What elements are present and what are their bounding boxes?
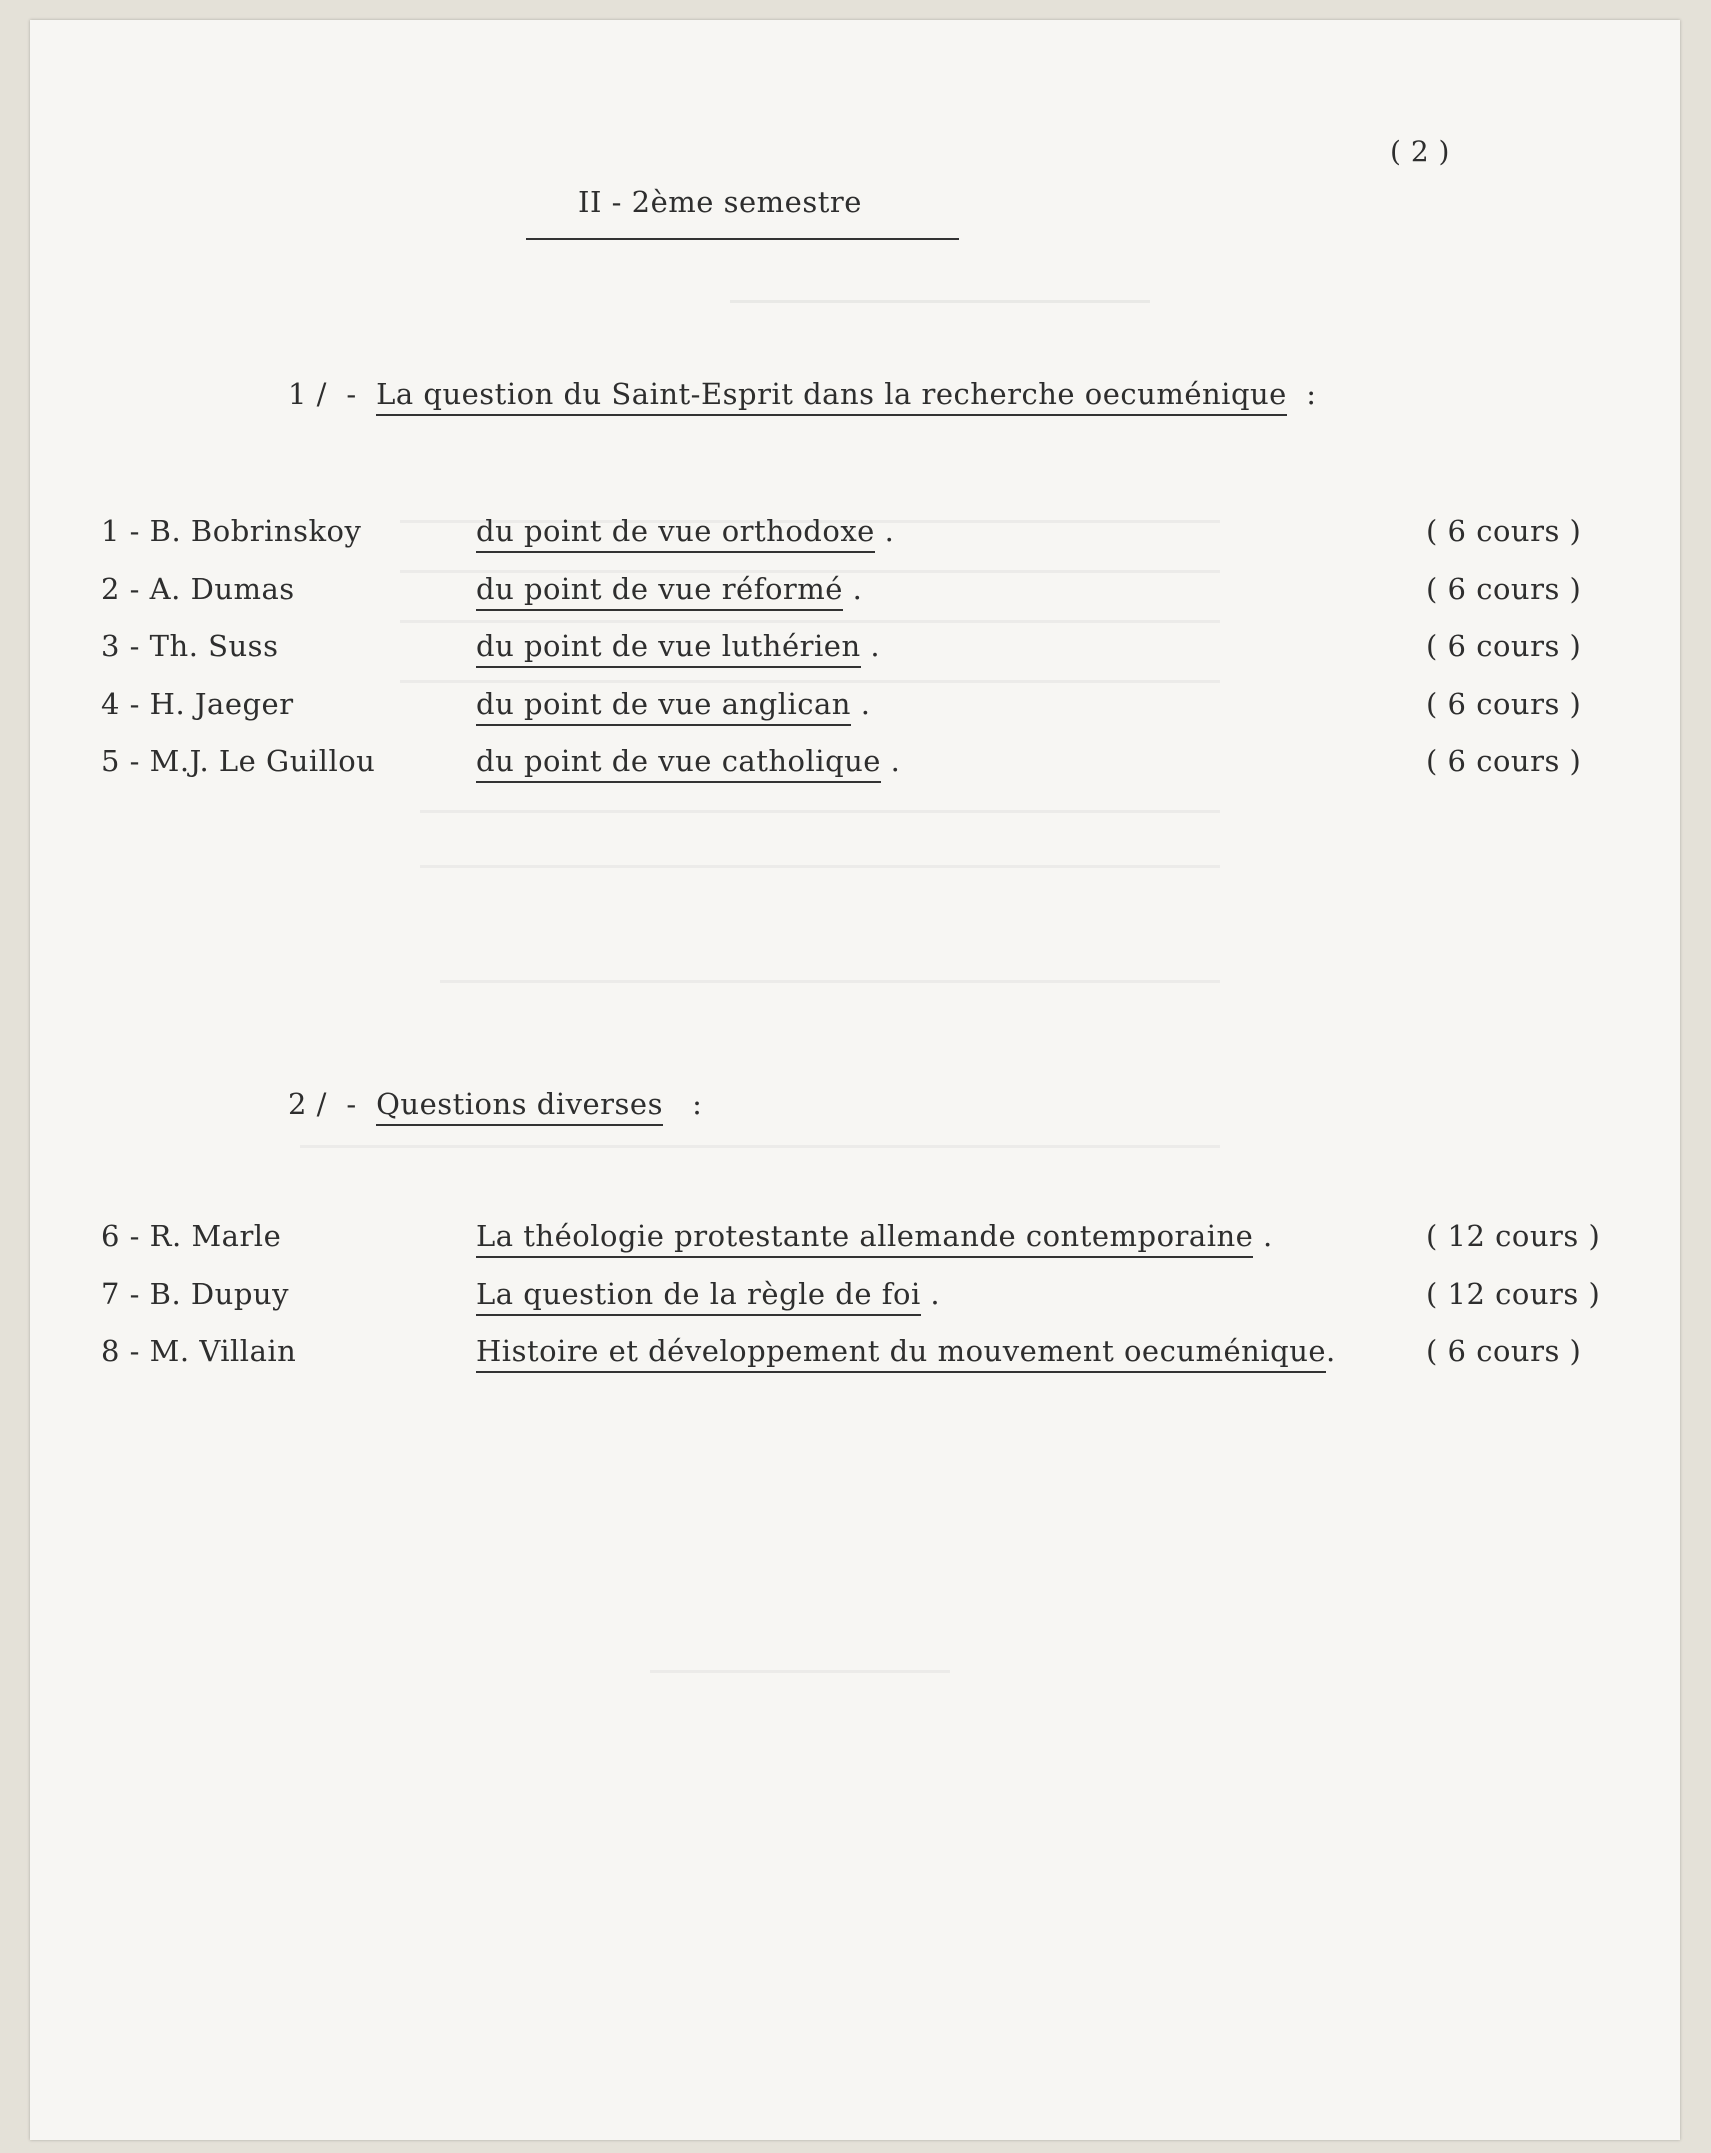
course-title: du point de vue orthodoxe . xyxy=(476,517,894,546)
course-title: La question de la règle de foi . xyxy=(476,1280,940,1309)
course-title: Histoire et développement du mouvement oecuménique. xyxy=(476,1337,1336,1366)
lecturer-name: 3 - Th. Suss xyxy=(101,629,279,663)
section-2-colon: : xyxy=(662,1087,703,1121)
heading-underline xyxy=(526,238,959,240)
course-title: La théologie protestante allemande contemporaine . xyxy=(476,1222,1273,1251)
course-count: ( 6 cours ) xyxy=(1426,1334,1582,1368)
course-count: ( 12 cours ) xyxy=(1426,1219,1601,1253)
semester-heading: II - 2ème semestre xyxy=(578,185,862,219)
course-count: ( 6 cours ) xyxy=(1426,629,1582,663)
document-page xyxy=(30,20,1680,2140)
course-title: du point de vue catholique . xyxy=(476,747,900,776)
section-1-title: La question du Saint-Esprit dans la recherche oecuménique xyxy=(376,377,1287,416)
course-count: ( 6 cours ) xyxy=(1426,687,1582,721)
lecturer-name: 6 - R. Marle xyxy=(101,1219,282,1253)
course-count: ( 12 cours ) xyxy=(1426,1277,1601,1311)
section-2-number: 2 / - xyxy=(288,1087,377,1121)
lecturer-name: 2 - A. Dumas xyxy=(101,572,295,606)
section-1-number: 1 / - xyxy=(288,377,377,411)
course-count: ( 6 cours ) xyxy=(1426,572,1582,606)
course-count: ( 6 cours ) xyxy=(1426,744,1582,778)
page-number: ( 2 ) xyxy=(1390,135,1450,168)
section-2-heading xyxy=(288,1087,703,1121)
lecturer-name: 7 - B. Dupuy xyxy=(101,1277,289,1311)
lecturer-name: 5 - M.J. Le Guillou xyxy=(101,744,376,778)
lecturer-name: 8 - M. Villain xyxy=(101,1334,297,1368)
course-title: du point de vue réformé . xyxy=(476,575,862,604)
section-2-title: Questions diverses xyxy=(376,1087,663,1126)
course-count: ( 6 cours ) xyxy=(1426,514,1582,548)
section-1-colon: : xyxy=(1286,377,1317,411)
lecturer-name: 4 - H. Jaeger xyxy=(101,687,294,721)
section-1-heading xyxy=(288,377,1317,411)
lecturer-name: 1 - B. Bobrinskoy xyxy=(101,514,362,548)
course-title: du point de vue anglican . xyxy=(476,690,870,719)
course-title: du point de vue luthérien . xyxy=(476,632,880,661)
